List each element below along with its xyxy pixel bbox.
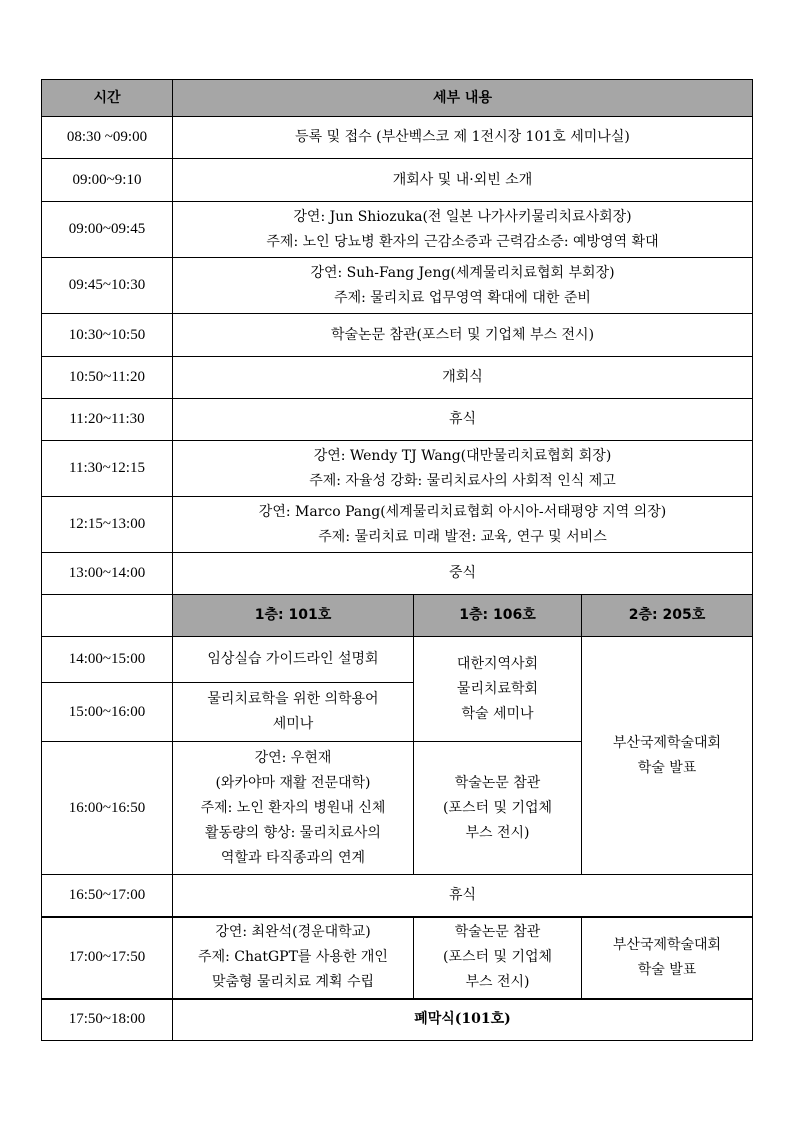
room-101-1700 (173, 917, 414, 999)
time-cell: 11:30~12:15 (42, 441, 173, 497)
room-205-header: 2층: 205호 (582, 595, 753, 637)
schedule-row (42, 314, 753, 357)
cell-line: 학술 발표 (637, 759, 697, 776)
detail-line: 휴식 (448, 411, 477, 427)
detail-cell (173, 202, 753, 258)
schedule-row (42, 258, 753, 314)
cell-line: (와카야마 재활 전문대학) (215, 774, 371, 791)
cell-line: 대한지역사회 (456, 655, 539, 672)
detail-line: 주제: 물리치료 미래 발전: 교육, 연구 및 서비스 (318, 528, 607, 545)
schedule-row (42, 117, 753, 159)
room-205-1400 (582, 637, 753, 875)
detail-cell (173, 441, 753, 497)
schedule-row (42, 202, 753, 258)
detail-line: 주제: 물리치료 업무영역 확대에 대한 준비 (334, 289, 591, 306)
cell-line: 학술 세미나 (461, 705, 534, 722)
detail-line: 중식 (448, 565, 477, 581)
time-cell: 09:00~9:10 (42, 159, 173, 202)
cell-line: 세미나 (272, 716, 314, 732)
detail-line: 강연: Suh-Fang Jeng(세계물리치료협회 부회장) (310, 264, 615, 281)
cell-line: 역할과 타직종과의 연계 (220, 849, 366, 866)
time-cell: 14:00~15:00 (42, 637, 173, 683)
schedule-table (41, 79, 753, 1041)
detail-line: 등록 및 접수 (부산벡스코 제 1전시장 101호 세미나실) (295, 129, 630, 145)
cell-line: 부산국제학술대회 (612, 936, 722, 953)
detail-cell (173, 497, 753, 553)
detail-cell (173, 314, 753, 357)
time-cell: 15:00~16:00 (42, 683, 173, 742)
detail-cell (173, 159, 753, 202)
closing-ceremony: 폐막식(101호) (173, 999, 753, 1041)
room-101-1400 (173, 637, 414, 683)
room-101-header: 1층: 101호 (173, 595, 414, 637)
cell-line: 활동량의 향상: 물리치료사의 (205, 824, 381, 841)
detail-cell (173, 117, 753, 159)
detail-line: 학술논문 참관(포스터 및 기업체 부스 전시) (330, 326, 595, 343)
room-106-1600 (414, 742, 582, 875)
time-cell: 16:00~16:50 (42, 742, 173, 875)
cell-line: 부산국제학술대회 (612, 734, 722, 751)
room-101-1600 (173, 742, 414, 875)
time-cell: 08:30 ~09:00 (42, 117, 173, 159)
row-1700 (42, 917, 753, 999)
cell-line: 학술논문 참관 (454, 924, 541, 940)
detail-line: 강연: Marco Pang(세계물리치료협회 아시아-서태평양 지역 의장) (258, 503, 667, 520)
detail-line: 강연: Jun Shiozuka(전 일본 나가사키물리치료사회장) (293, 208, 632, 225)
time-cell: 17:00~17:50 (42, 917, 173, 999)
detail-line: 개회사 및 내·외빈 소개 (392, 171, 533, 188)
room-header-blank (42, 595, 173, 637)
cell-line: 강연: 최완석(경운대학교) (215, 924, 371, 940)
row-1400 (42, 637, 753, 683)
time-cell: 13:00~14:00 (42, 553, 173, 595)
cell-line: (포스터 및 기업체 (442, 949, 553, 965)
schedule-row (42, 553, 753, 595)
schedule-row (42, 357, 753, 399)
time-cell: 10:50~11:20 (42, 357, 173, 399)
detail-line: 주제: 노인 당뇨병 환자의 근감소증과 근력감소증: 예방영역 확대 (266, 233, 659, 250)
time-cell: 10:30~10:50 (42, 314, 173, 357)
time-cell: 09:45~10:30 (42, 258, 173, 314)
cell-line: 주제: ChatGPT를 사용한 개인 (198, 949, 388, 965)
row-1650 (42, 875, 753, 917)
room-106-header: 1층: 106호 (414, 595, 582, 637)
time-cell: 11:20~11:30 (42, 399, 173, 441)
cell-line: 임상실습 가이드라인 설명회 (207, 651, 379, 667)
detail-line: 개회식 (442, 369, 483, 385)
cell-line: 학술논문 참관 (454, 774, 541, 791)
time-cell: 09:00~09:45 (42, 202, 173, 258)
header-details: 세부 내용 (173, 80, 753, 117)
cell-line: 주제: 노인 환자의 병원내 신체 (200, 799, 386, 816)
room-101-1500 (173, 683, 414, 742)
schedule-row (42, 497, 753, 553)
cell-line: 물리치료학을 위한 의학용어 (207, 691, 379, 707)
time-cell: 17:50~18:00 (42, 999, 173, 1041)
detail-line: 강연: Wendy TJ Wang(대만물리치료협회 회장) (313, 447, 612, 464)
schedule-row (42, 399, 753, 441)
detail-cell (173, 399, 753, 441)
cell-line: 맞춤형 물리치료 계획 수립 (211, 974, 375, 990)
time-cell: 12:15~13:00 (42, 497, 173, 553)
time-cell: 16:50~17:00 (42, 875, 173, 917)
cell-line: (포스터 및 기업체 (442, 799, 553, 816)
cell-line: 강연: 우현재 (254, 749, 332, 766)
cell-line: 학술 발표 (637, 961, 697, 978)
cell-line: 부스 전시) (465, 974, 530, 990)
detail-cell (173, 553, 753, 595)
break-cell: 휴식 (173, 875, 753, 917)
row-1750 (42, 999, 753, 1041)
room-205-1700 (582, 917, 753, 999)
schedule-row (42, 159, 753, 202)
header-time: 시간 (42, 80, 173, 117)
room-106-1700 (414, 917, 582, 999)
cell-line: 부스 전시) (465, 824, 530, 841)
detail-cell (173, 357, 753, 399)
cell-line: 물리치료학회 (456, 680, 539, 697)
room-header-row (42, 595, 753, 637)
header-row (42, 80, 753, 117)
detail-line: 주제: 자율성 강화: 물리치료사의 사회적 인식 제고 (309, 472, 616, 489)
detail-cell (173, 258, 753, 314)
room-106-1400 (414, 637, 582, 742)
schedule-row (42, 441, 753, 497)
